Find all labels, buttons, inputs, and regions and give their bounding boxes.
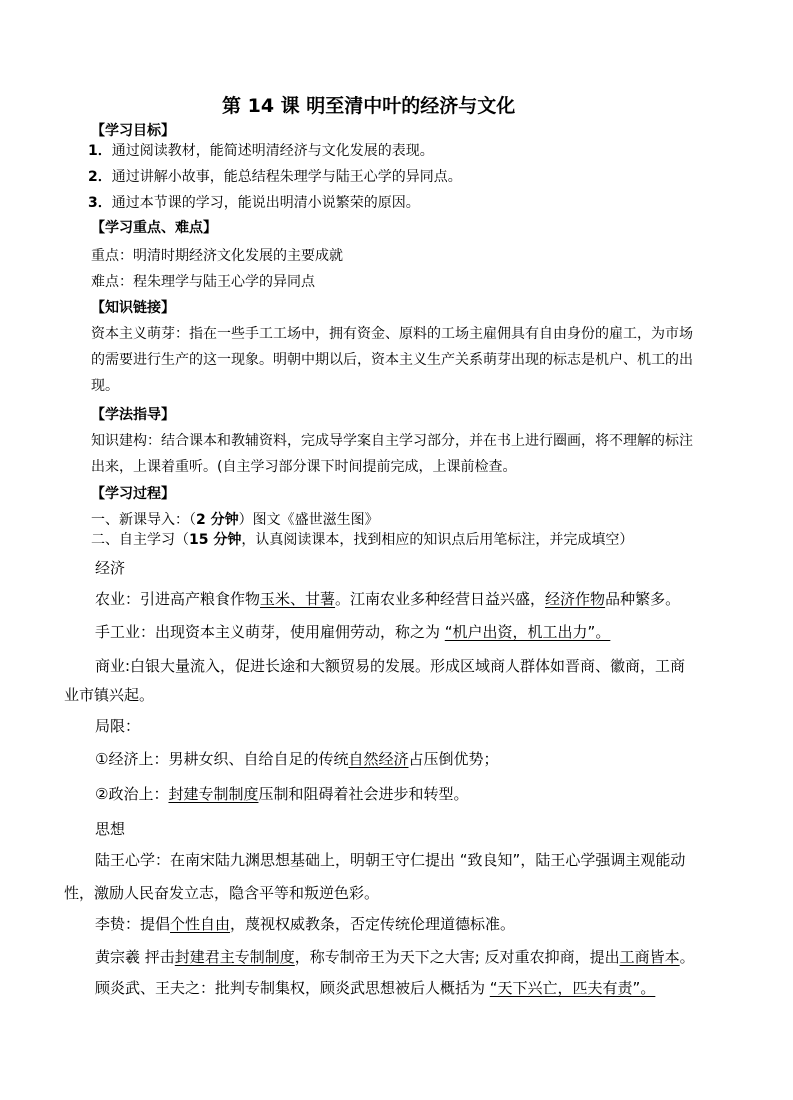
limit-text: ②政治上： xyxy=(95,785,169,803)
limit-blank: 封建专制制度 xyxy=(168,785,259,803)
huang-text: 。 xyxy=(679,948,695,966)
process-heading: 【学习过程】 xyxy=(91,486,175,502)
goal-item xyxy=(88,142,434,160)
intro-duration: 2 分钟 xyxy=(196,512,239,528)
agriculture-line xyxy=(95,590,680,608)
limit-economy-line xyxy=(95,750,498,768)
limit-text: ①经济上：男耕女织、自给自足的传统 xyxy=(95,750,349,768)
gu-line xyxy=(95,979,655,997)
lizhi-text: 李贽：提倡 xyxy=(95,915,171,933)
goal-item xyxy=(88,168,462,186)
goal-text: 通过本节课的学习，能说出明清小说繁荣的原因。 xyxy=(111,195,420,211)
limit-politics-line xyxy=(95,785,468,803)
economy-heading: 经济 xyxy=(95,559,126,577)
method-line: 出来，上课着重听。(自主学习部分课下时间提前完成，上课前检查。 xyxy=(91,459,517,475)
intro-post: ）图文《盛世滋生图》 xyxy=(238,512,379,528)
goal-number: 1． xyxy=(88,143,112,159)
limit-blank: 自然经济 xyxy=(348,750,409,768)
page-title: 第 14 课 明至清中叶的经济与文化 xyxy=(222,95,516,117)
commerce-line: 业市镇兴起。 xyxy=(64,686,155,704)
agri-text: 。江南农业多种经营日益兴盛， xyxy=(335,590,546,608)
huang-text: ，称专制帝王为天下之大害; 反对重农抑商，提出 xyxy=(294,948,620,966)
intro-pre: 一、新课导入：（ xyxy=(91,512,196,528)
knowledge-line: 资本主义萌芽：指在一些手工工场中，拥有资金、原料的工场主雇佣具有自由身份的雇工，为市场 xyxy=(91,326,693,342)
thought-heading: 思想 xyxy=(95,820,126,838)
limit-text: 压制和阻碍着社会进步和转型。 xyxy=(258,785,469,803)
huang-blank: 工商皆本 xyxy=(619,948,680,966)
self-pre: 二、自主学习（ xyxy=(91,532,189,548)
craft-text: 手工业：出现资本主义萌芽，使用雇佣劳动，称之为 xyxy=(95,623,445,641)
difficulty-text: 难点：程朱理学与陆王心学的异同点 xyxy=(91,274,315,290)
knowledge-heading: 【知识链接】 xyxy=(91,300,175,316)
knowledge-line: 的需要进行生产的这一现象。明朝中期以后，资本主义生产关系萌芽出现的标志是机户、机工的出 xyxy=(91,352,693,368)
huang-line xyxy=(95,948,695,966)
goal-number: 2． xyxy=(88,169,112,185)
goal-number: 3． xyxy=(88,195,112,211)
agri-blank-cash-crops: 经济作物 xyxy=(545,590,606,608)
self-post: ，认真阅读课本，找到相应的知识点后用笔标注，并完成填空） xyxy=(241,532,634,548)
limit-text: 占压倒优势； xyxy=(408,750,499,768)
commerce-line: 商业:白银大量流入，促进长途和大额贸易的发展。形成区域商人群体如晋商、徽商，工商 xyxy=(95,657,686,675)
handicraft-line xyxy=(95,623,610,641)
agri-text: 品种繁多。 xyxy=(605,590,681,608)
luwang-line: 性，激励人民奋发立志，隐含平等和叛逆色彩。 xyxy=(64,884,380,902)
agri-text: 农业：引进高产粮食作物 xyxy=(95,590,261,608)
self-study-line xyxy=(91,531,633,549)
intro-line xyxy=(91,511,379,529)
limit-heading: 局限： xyxy=(95,717,141,735)
goal-item xyxy=(88,194,420,212)
knowledge-line: 现。 xyxy=(91,378,119,394)
craft-blank: “机户出资，机工出力”。 xyxy=(444,623,611,641)
focus-text: 重点：明清时期经济文化发展的主要成就 xyxy=(91,248,343,264)
self-duration: 15 分钟 xyxy=(189,532,242,548)
method-heading: 【学法指导】 xyxy=(91,407,175,423)
huang-blank: 封建君主专制制度 xyxy=(174,948,295,966)
goal-text: 通过讲解小故事，能总结程朱理学与陆王心学的异同点。 xyxy=(111,169,462,185)
gu-blank: “天下兴亡，匹夫有责”。 xyxy=(489,979,656,997)
lizhi-blank: 个性自由 xyxy=(170,915,231,933)
agri-blank-crops: 玉米、甘薯 xyxy=(260,590,336,608)
gu-text: 顾炎武、王夫之：批判专制集权，顾炎武思想被后人概括为 xyxy=(95,979,490,997)
huang-text: 黄宗羲 抨击 xyxy=(95,948,175,966)
lizhi-text: ，蔑视权威教条，否定传统伦理道德标准。 xyxy=(230,915,516,933)
goal-text: 通过阅读教材，能简述明清经济与文化发展的表现。 xyxy=(111,143,434,159)
luwang-line: 陆王心学：在南宋陆九渊思想基础上，明朝王守仁提出 “致良知”，陆王心学强调主观能动 xyxy=(95,851,686,869)
goals-heading: 【学习目标】 xyxy=(91,123,175,139)
method-line: 知识建构：结合课本和教辅资料，完成导学案自主学习部分，并在书上进行圈画，将不理解的标注 xyxy=(91,433,693,449)
keypoints-heading: 【学习重点、难点】 xyxy=(91,220,217,236)
lizhi-line xyxy=(95,915,515,933)
